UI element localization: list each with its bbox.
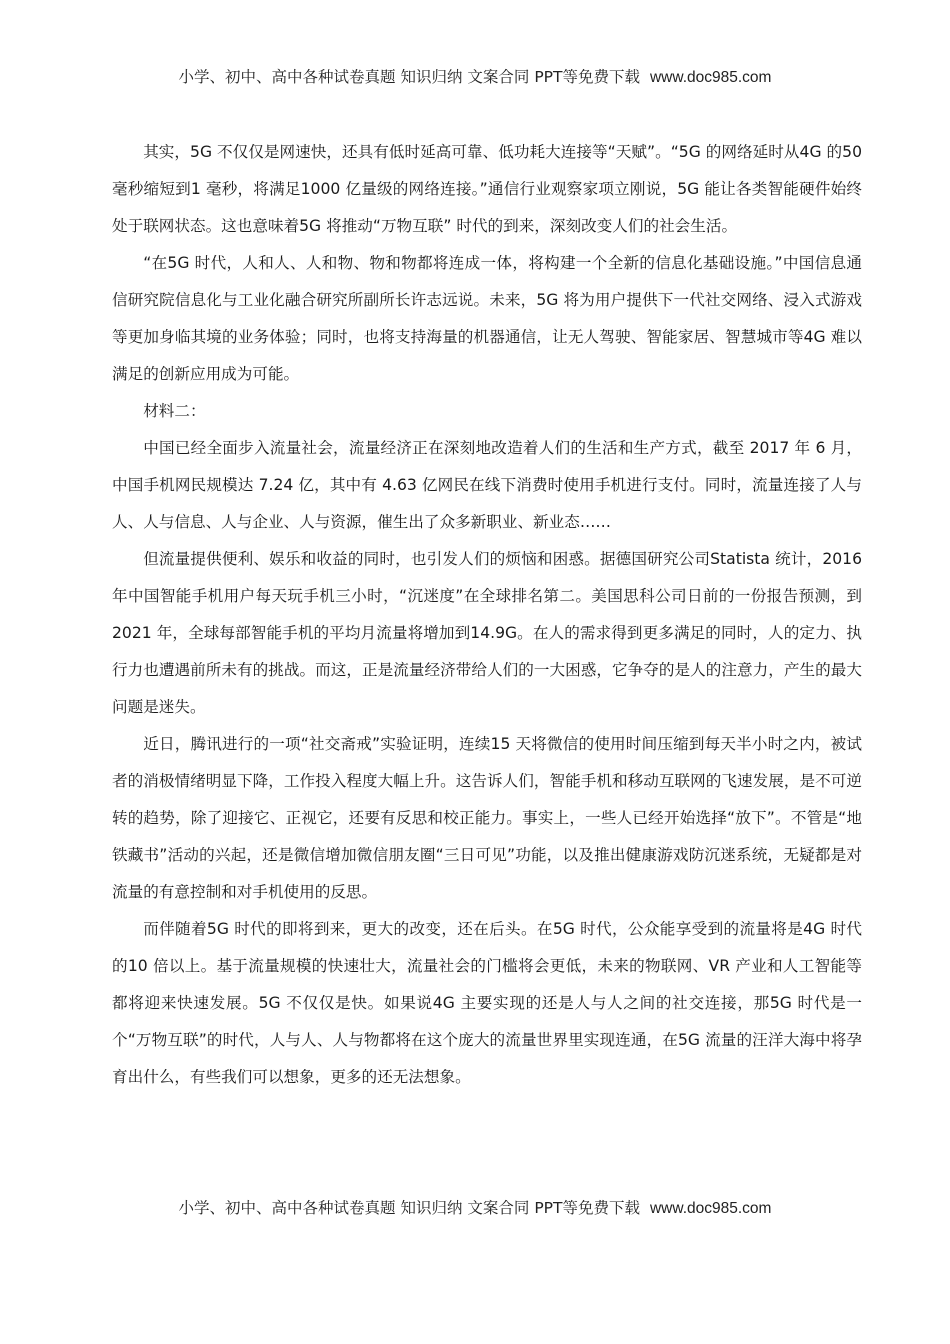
paragraph-5: 近日，腾讯进行的一项“社交斋戒”实验证明，连续15 天将微信的使用时间压缩到每天半小时之内，被试者的消极情绪明显下降，工作投入程度大幅上升。这告诉人们，智能手机和移动互联网的飞速发展，是不可逆转的趋势，除了迎接它、正视它，还要有反思和校正能力。事实上，一些人已经开始选择“放下”。不管是“地铁藏书”活动的兴起，还是微信增加微信朋友圈“三日可见”功能，以及推出健康游戏防沉迷系统，无疑都是对流量的有意控制和对手机使用的反思。 xyxy=(112,735,862,901)
article-body xyxy=(112,134,862,1096)
paragraph-6: 而伴随着5G 时代的即将到来，更大的改变，还在后头。在5G 时代，公众能享受到的流量将是4G 时代的10 倍以上。基于流量规模的快速壮大，流量社会的门槛将会更低，未来的物联网、VR 产业和人工智能等都将迎来快速发展。5G 不仅仅是快。如果说4G 主要实现的还是人与人之间的社交连接，那5G 时代是一个“万物互联”的时代，人与人、人与物都将在这个庞大的流量世界里实现连通，在5G 流量的汪洋大海中将孕育出什么，有些我们可以想象，更多的还无法想象。 xyxy=(112,920,862,1086)
paragraph-3: 中国已经全面步入流量社会，流量经济正在深刻地改造着人们的生活和生产方式，截至 2017 年 6 月，中国手机网民规模达 7.24 亿，其中有 4.63 亿网民在线下消费时使用手机进行支付。同时，流量连接了人与人、人与信息、人与企业、人与资源，催生出了众多新职业、新业态…… xyxy=(112,439,862,531)
paragraph-4: 但流量提供便利、娱乐和收益的同时，也引发人们的烦恼和困惑。据德国研究公司Statista 统计，2016 年中国智能手机用户每天玩手机三小时，“沉迷度”在全球排名第二。美国思科公司日前的一份报告预测，到2021 年，全球每部智能手机的平均月流量将增加到14.9G。在人的需求得到更多满足的同时，人的定力、执行力也遭遇前所未有的挑战。而这，正是流量经济带给人们的一大困惑，它争夺的是人的注意力，产生的最大问题是迷失。 xyxy=(112,550,862,716)
page-footer xyxy=(0,1196,950,1218)
paragraph-2: “在5G 时代，人和人、人和物、物和物都将连成一体，将构建一个全新的信息化基础设施。”中国信息通信研究院信息化与工业化融合研究所副所长许志远说。未来，5G 将为用户提供下一代社交网络、浸入式游戏等更加身临其境的业务体验；同时，也将支持海量的机器通信，让无人驾驶、智能家居、智慧城市等4G 难以满足的创新应用成为可能。 xyxy=(112,254,862,383)
section-label-material-2: 材料二： xyxy=(143,402,206,420)
paragraph-1: 其实，5G 不仅仅是网速快，还具有低时延高可靠、低功耗大连接等“天赋”。“5G 的网络延时从4G 的50 毫秒缩短到1 毫秒，将满足1000 亿量级的网络连接。”通信行业观察家项立刚说，5G 能让各类智能硬件始终处于联网状态。这也意味着5G 将推动“万物互联” 时代的到来，深刻改变人们的社会生活。 xyxy=(112,143,862,235)
footer-url[interactable]: www.doc985.com xyxy=(649,1200,772,1217)
page-header xyxy=(0,65,950,87)
footer-text: 小学、初中、高中各种试卷真题 知识归纳 文案合同 PPT等免费下载 xyxy=(178,1199,640,1217)
header-text: 小学、初中、高中各种试卷真题 知识归纳 文案合同 PPT等免费下载 xyxy=(178,68,640,86)
header-url[interactable]: www.doc985.com xyxy=(649,69,772,86)
